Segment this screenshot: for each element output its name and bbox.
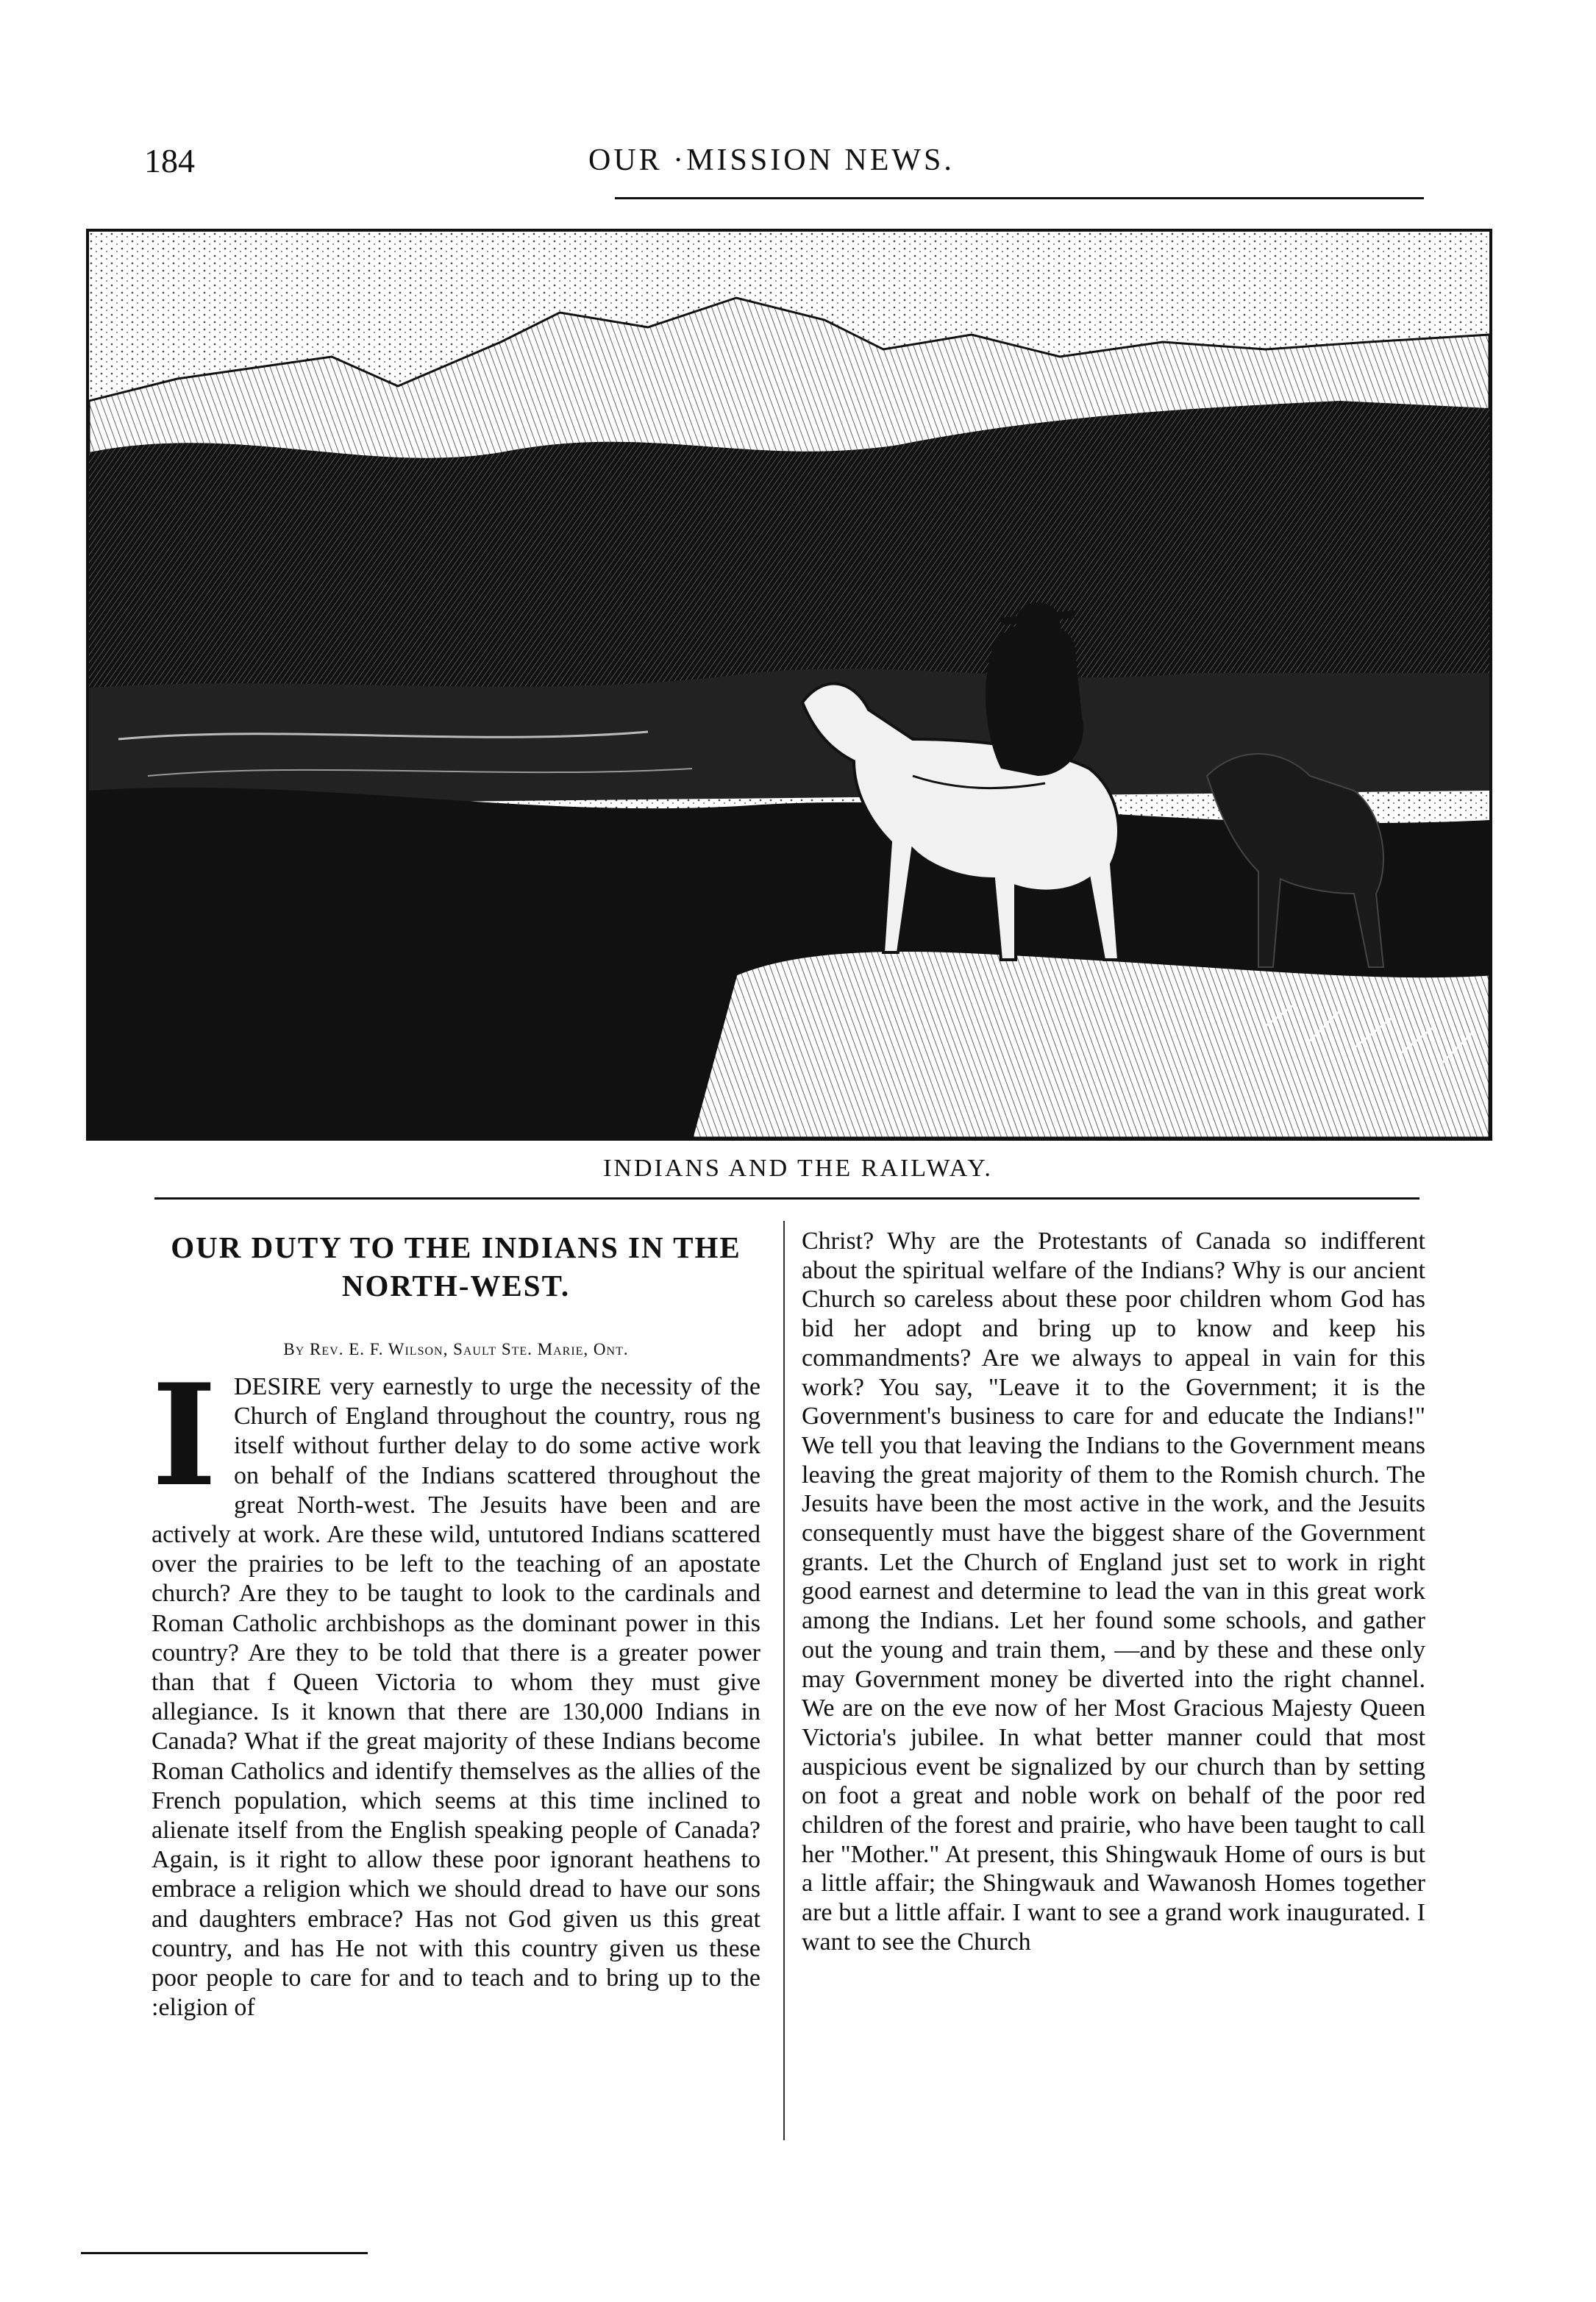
rocky-outcrop xyxy=(692,951,1489,1138)
rider xyxy=(986,621,1083,776)
caption-rule xyxy=(154,1197,1419,1200)
article-byline: By Rev. E. F. Wilson, Sault Ste. Marie, Ont. xyxy=(283,1340,629,1358)
drop-cap: I xyxy=(152,1353,217,1517)
article-right-column xyxy=(802,1227,1425,1957)
article-title: OUR DUTY TO THE INDIANS IN THE NORTH-WEST. xyxy=(171,1230,741,1303)
article-left-column xyxy=(152,1228,760,2023)
engraving-illustration xyxy=(86,229,1492,1141)
running-title: OUR ·MISSION NEWS. xyxy=(588,143,955,177)
engraving-landscape-scene xyxy=(89,232,1489,1138)
page-number: 184 xyxy=(144,142,195,179)
footer-rule xyxy=(81,2252,368,2254)
article-body-right: Christ? Why are the Protestants of Canada so indifferent about the spiritual welfare of the Indians? Why is our ancient Church so careless about these poor children whom God has bid her adopt and bring up to know and keep his commandments? Are we always to appeal in vain for this work? You say, "Leave it to the Government; it is the Government's business to care for and educate the Indians!" We tell you that leaving the Indians to the Government means leaving the great majority of them to the Romish church. The Jesuits have been the most active in the work, and the Jesuits consequently must have the biggest share of the Government grants. Let the Church of England just set to work in right good earnest and determine to lead the van in this great work among the Indians. Let her found some schools, and gather out the young and train them, —and by these and these only may Government money be diverted into the right channel. We are on the eve now of her Most Gracious Majesty Queen Victoria's jubilee. In what better manner could that most auspicious event be signalized by our church than by setting on foot a great and noble work on behalf of the poor red children of the forest and prairie, who have been taught to call her "Mother." At present, this Shingwauk Home of ours is but a little affair; the Shingwauk and Wawanosh Homes together are but a little affair. I want to see a grand work inaugurated. I want to see the Church xyxy=(802,1227,1425,1956)
illustration-caption: INDIANS AND THE RAILWAY. xyxy=(603,1155,993,1182)
left-column-text: DESIRE very earnestly to urge the necessity of the Church of England throughout the country, rous ng itself without further delay to do some active work on behalf of the Indians scattered throughout the great North-west. The Jesuits have been and are actively at work. Are these wild, untutored Indians scattered over the prairies to be left to the teaching of an apostate church? Are they to be taught to look to the cardinals and Roman Catholic archbishops as the dominant power in this country? Are they to be told that there is a greater power than that f Queen Victoria to whom they must give allegiance. Is it known that there are 130,000 Indians in Canada? What if the great majority of these Indians become Roman Catholics and identify themselves as the allies of the French population, which seems at this time inclined to alienate itself from the English speaking people of Canada? Again, is it right to allow these poor ignorant heathens to embrace a religion which we should dread to have our sons and daughters embrace? Has not God given us this great country, and has He not with this country given us these poor people to care for and to teach and to bring up to the :eligion of xyxy=(152,1373,760,2022)
article-body-left xyxy=(152,1353,760,2023)
header-rule xyxy=(615,197,1424,199)
column-divider xyxy=(783,1221,785,2140)
